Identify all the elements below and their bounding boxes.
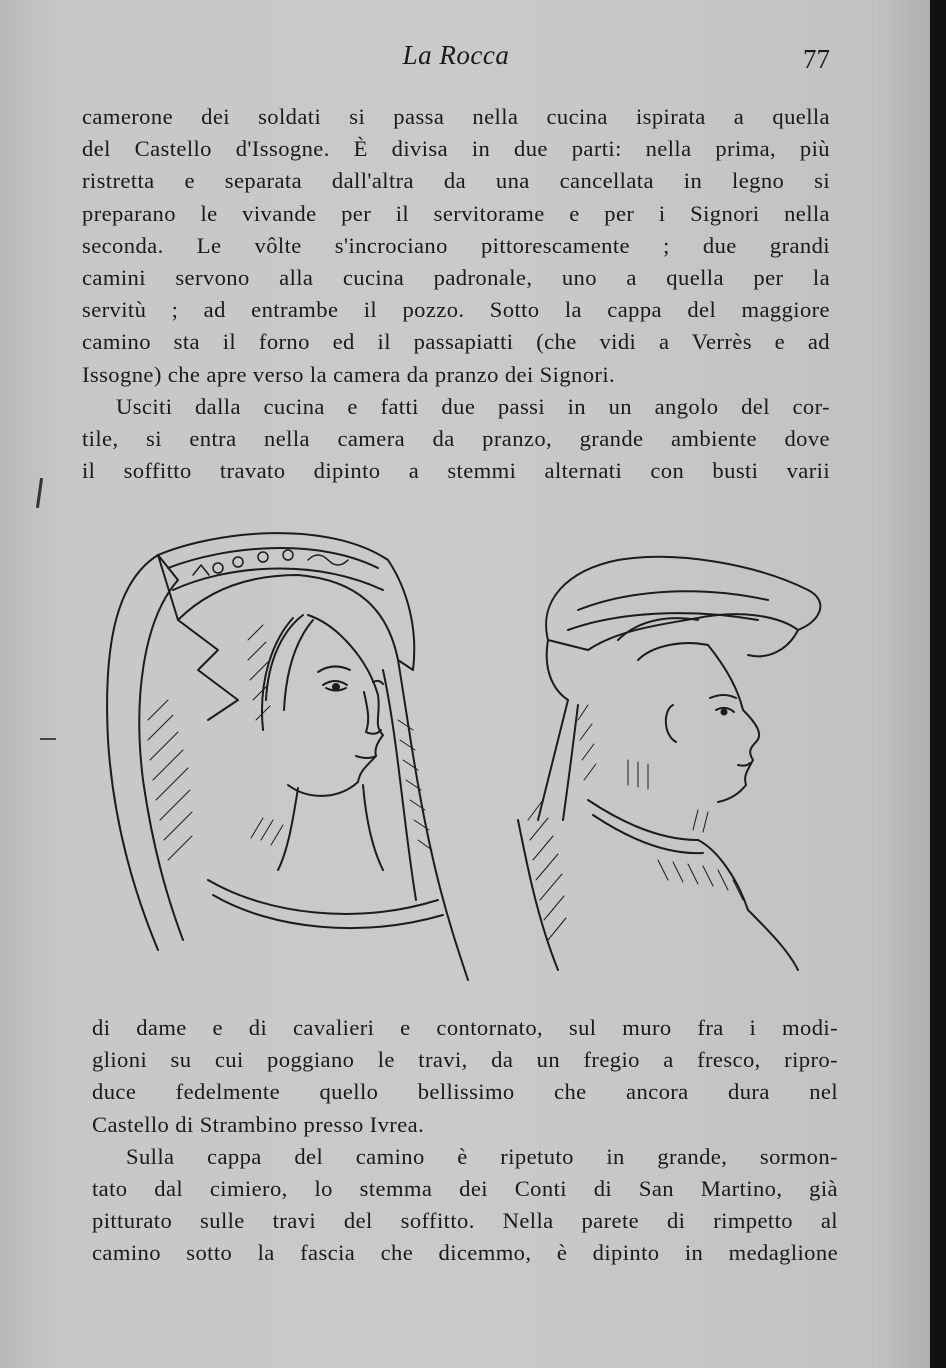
illustration-lady-and-knight: [98, 520, 834, 996]
margin-dash: [40, 738, 56, 740]
margin-mark: [36, 478, 43, 508]
paragraph-coat-of-arms: Sulla cappa del camino è ripetuto in grande, sormon- tato dal cimiero, lo stemma dei Conti di San Martino, già pitturato sulle travi del soffitto. Nella parete di rimpetto al camino sotto la fascia che dicemmo, è dipinto in medaglione: [92, 1143, 838, 1266]
page-number: 77: [803, 44, 830, 74]
text-block-top: [82, 101, 830, 487]
paragraph-kitchen: camerone dei soldati si passa nella cucina ispirata a quella del Castello d'Issogne. È divisa in due parti: nella prima, più ristretta e separata dall'altra da una cancellata in legno si preparano le vivande per il servitorame e per i Signori nella seconda. Le vôlte s'incrociano pittorescamente ; due grandi camini servono alla cucina padronale, uno a quella per la servitù ; ad entrambe il pozzo. Sotto la cappa del maggiore camino sta il forno ed il passapiatti (che vidi a Verrès e ad: [82, 104, 830, 355]
paragraph-frieze-end: Castello di Strambino presso Ivrea.: [92, 1111, 425, 1137]
page-edge-shadow: [930, 0, 946, 1368]
paragraph-frieze: di dame e di cavalieri e contornato, sul muro fra i modi- glioni su cui poggiano le travi, da un fregio a fresco, ripro- duce fedelmente quello bellissimo che ancora dura nel: [92, 1015, 838, 1105]
paragraph-kitchen-end: Issogne) che apre verso la camera da pranzo dei Signori.: [82, 361, 616, 387]
text-block-bottom: [92, 1012, 838, 1270]
running-title: La Rocca: [402, 40, 510, 70]
paragraph-dining-room: Usciti dalla cucina e fatti due passi in un angolo del cor- tile, si entra nella camera da pranzo, grande ambiente dove il soffitto travato dipinto a stemmi alternati con busti varii: [82, 393, 830, 484]
page-header: [82, 40, 830, 80]
